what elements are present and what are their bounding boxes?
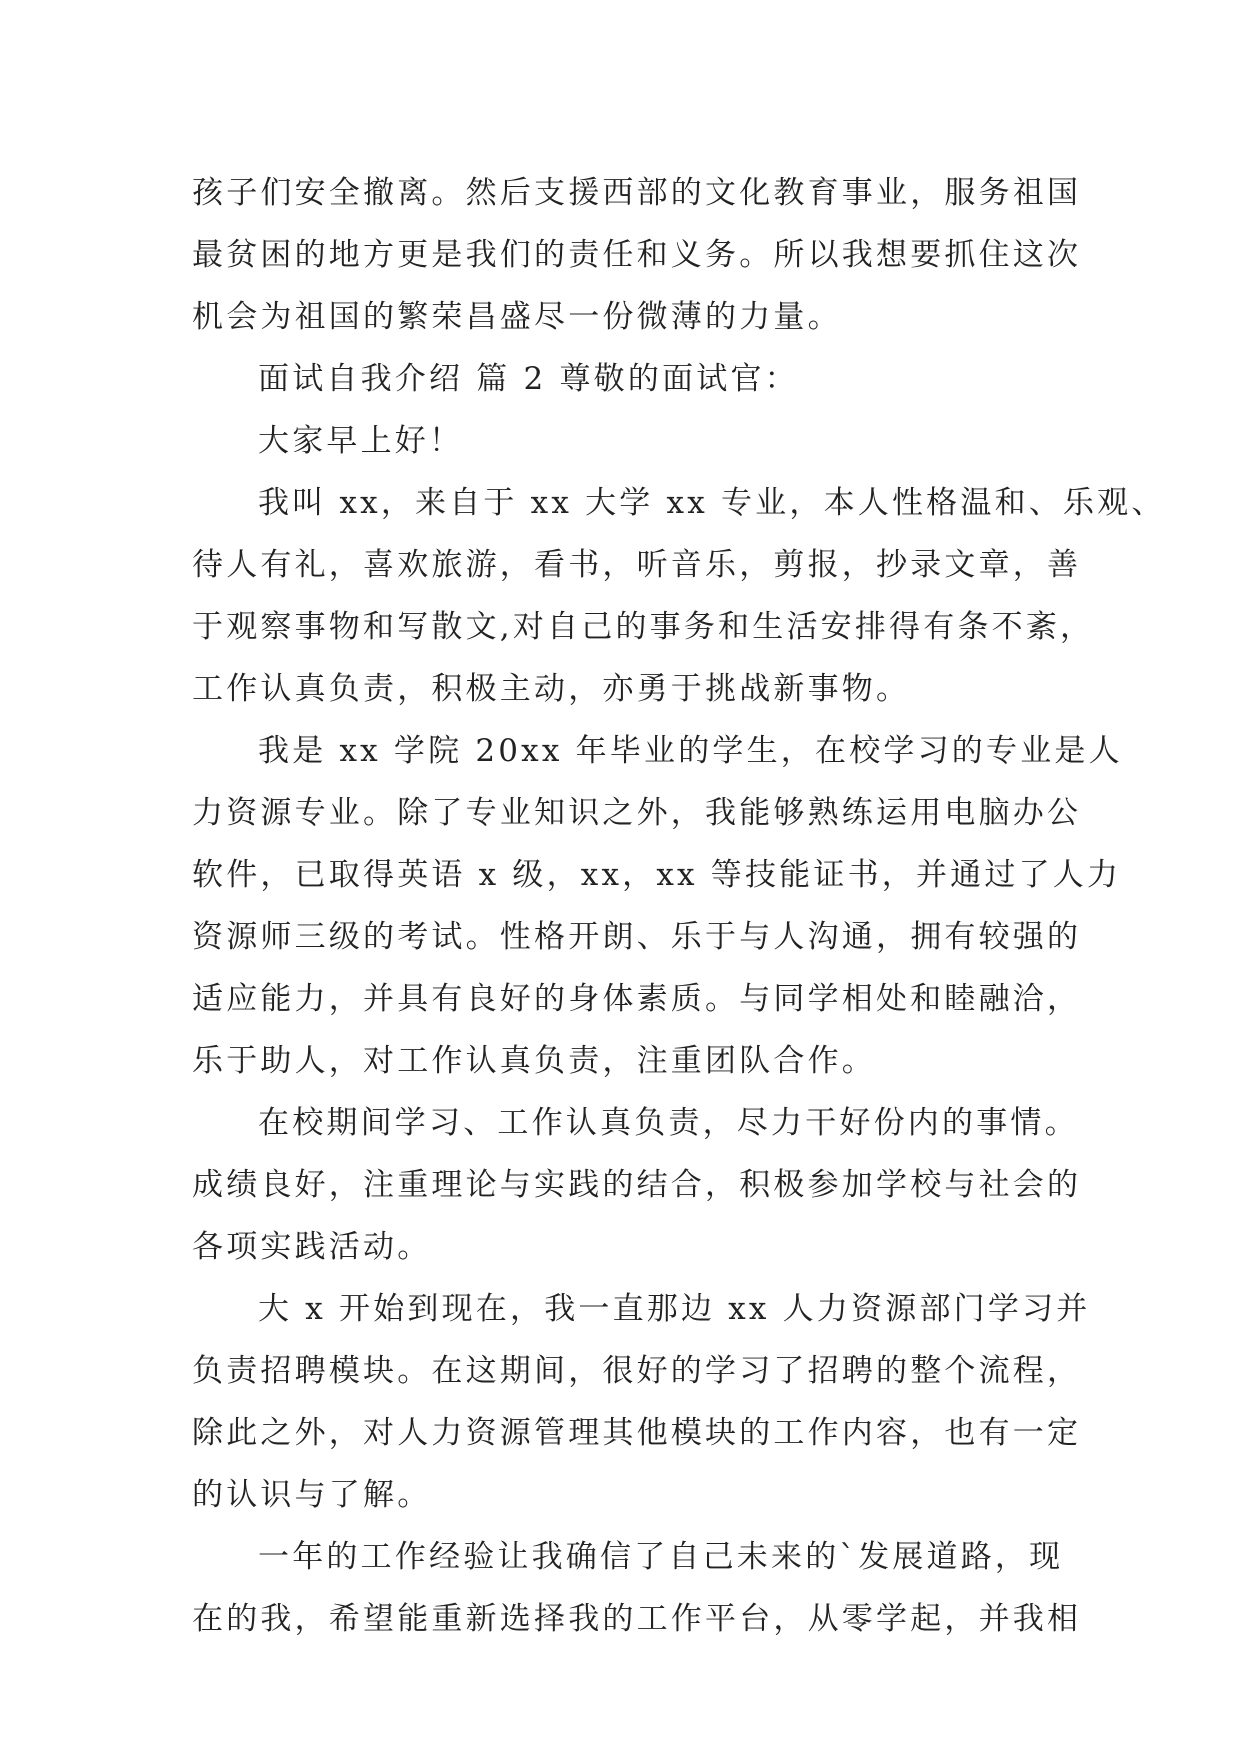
text-line: 的认识与了解。 [192,1477,432,1513]
section-heading: 面试自我介绍 篇 2 尊敬的面试官： [258,361,799,397]
text-line: 在校期间学习、工作认真负责，尽力干好份内的事情。 [258,1105,1079,1141]
text-line: 一年的工作经验让我确信了自己未来的`发展道路，现 [258,1539,1064,1575]
text-line: 软件，已取得英语 x 级，xx，xx 等技能证书，并通过了人力 [192,857,1122,893]
body-text [192,162,1166,1650]
text-line: 我叫 xx，来自于 xx 大学 xx 专业，本人性格温和、乐观、 [258,485,1166,521]
text-line: 大 x 开始到现在，我一直那边 xx 人力资源部门学习并 [258,1291,1091,1327]
text-line: 资源师三级的考试。性格开朗、乐于与人沟通，拥有较强的 [192,919,1082,955]
text-line: 于观察事物和写散文,对自己的事务和生活安排得有条不紊， [192,609,1095,645]
text-line: 最贫困的地方更是我们的责任和义务。所以我想要抓住这次 [192,237,1082,273]
text-line: 各项实践活动。 [192,1229,432,1265]
text-line: 我是 xx 学院 20xx 年毕业的学生，在校学习的专业是人 [258,733,1123,769]
text-line: 成绩良好，注重理论与实践的结合，积极参加学校与社会的 [192,1167,1082,1203]
text-line: 孩子们安全撤离。然后支援西部的文化教育事业，服务祖国 [192,175,1082,211]
text-line: 除此之外，对人力资源管理其他模块的工作内容，也有一定 [192,1415,1082,1451]
text-line: 工作认真负责，积极主动，亦勇于挑战新事物。 [192,671,911,707]
text-line: 在的我，希望能重新选择我的工作平台，从零学起，并我相 [192,1601,1082,1637]
text-line: 待人有礼，喜欢旅游，看书，听音乐，剪报，抄录文章，善 [192,547,1082,583]
text-line: 乐于助人，对工作认真负责，注重团队合作。 [192,1043,876,1079]
text-line: 适应能力，并具有良好的身体素质。与同学相处和睦融洽， [192,981,1082,1017]
text-line: 力资源专业。除了专业知识之外，我能够熟练运用电脑办公 [192,795,1082,831]
text-line: 机会为祖国的繁荣昌盛尽一份微薄的力量。 [192,299,842,335]
greeting-line: 大家早上好！ [258,423,464,459]
text-line: 负责招聘模块。在这期间，很好的学习了招聘的整个流程， [192,1353,1082,1389]
